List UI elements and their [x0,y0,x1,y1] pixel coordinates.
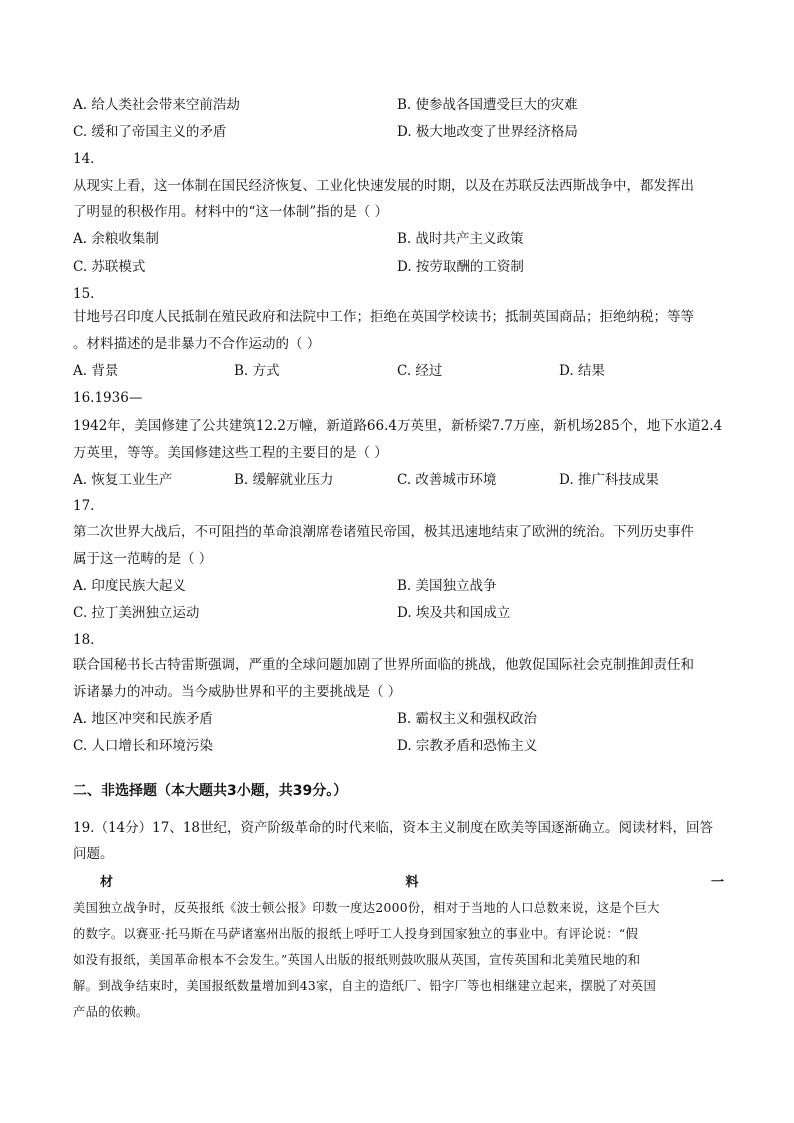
material-line-3: 如没有报纸，美国革命根本不会发生。”英国人出版的报纸则鼓吹服从英国，宣传英国和北美殖民地的和 [73,953,641,967]
material-line-5: 产品的依赖。 [73,1005,149,1019]
section-heading: 二、非选择题（本大题共3小题，共39分。） [73,783,348,799]
q15-stem-line1: 甘地号召印度人民抵制在殖民政府和法院中工作；拒绝在英国学校读书；抵制英国商品；拒绝纳税；等等 [73,309,694,325]
q14-option-a[interactable]: A. 余粮收集制 [73,231,159,247]
q18-number: 18. [73,632,95,648]
q16-option-d[interactable]: D. 推广科技成果 [559,472,659,488]
q18-stem-line1: 联合国秘书长古特雷斯强调，严重的全球问题加剧了世界所面临的挑战，他敦促国际社会克制推卸责任和 [73,657,694,673]
q14-stem-line2: 了明显的积极作用。材料中的“这一体制”指的是（ ） [73,204,389,220]
q15-option-d[interactable]: D. 结果 [559,363,605,379]
q15-option-a[interactable]: A. 背景 [73,363,119,379]
material-line-2: 的数字。以赛亚·托马斯在马萨诸塞州出版的报纸上呼吁工人投身到国家独立的事业中。有评论说：“假 [73,927,639,941]
q17-option-b[interactable]: B. 美国独立战争 [397,578,497,594]
q16-option-a[interactable]: A. 恢复工业生产 [73,472,173,488]
q16-stem-line2: 万英里，等等。美国修建这些工程的主要目的是（ ） [73,445,388,461]
q15-option-c[interactable]: C. 经过 [397,363,443,379]
q15-option-b[interactable]: B. 方式 [234,363,280,379]
q17-option-a[interactable]: A. 印度民族大起义 [73,578,186,594]
q18-stem-line2: 诉诸暴力的冲动。当今威胁世界和平的主要挑战是（ ） [73,684,402,700]
q16-option-b[interactable]: B. 缓解就业压力 [234,472,334,488]
material-label-2: 料 [405,875,419,890]
material-label-3: 一 [710,875,724,890]
q14-stem-line1: 从现实上看，这一体制在国民经济恢复、工业化快速发展的时期，以及在苏联反法西斯战争中，都发挥出 [73,178,694,194]
q17-stem-line2: 属于这一范畴的是（ ） [73,551,213,567]
q14-number: 14. [73,151,95,167]
q15-number: 15. [73,286,95,302]
q18-option-a[interactable]: A. 地区冲突和民族矛盾 [73,711,213,727]
q16-stem-line1: 1942年，美国修建了公共建筑12.2万幢，新道路66.4万英里，新桥梁7.7万座，新机场285个，地下水道2.4 [73,418,723,434]
q14-option-b[interactable]: B. 战时共产主义政策 [397,231,524,247]
q17-option-d[interactable]: D. 埃及共和国成立 [397,605,511,621]
q19-stem-line2: 问题。 [73,846,114,862]
material-line-4: 解。到战争结束时，美国报纸数量增加到43家，自主的造纸厂、铅字厂等也相继建立起来，摆脱了对英国 [73,979,657,993]
q17-number: 17. [73,498,95,514]
material-label-1: 材 [100,875,114,890]
q13-option-c[interactable]: C. 缓和了帝国主义的矛盾 [73,124,227,140]
q17-stem-line1: 第二次世界大战后，不可阻挡的革命浪潮席卷诸殖民帝国，极其迅速地结束了欧洲的统治。下列历史事件 [73,524,694,540]
q16-option-c[interactable]: C. 改善城市环境 [397,472,497,488]
q17-option-c[interactable]: C. 拉丁美洲独立运动 [73,605,200,621]
q14-option-d[interactable]: D. 按劳取酬的工资制 [397,259,524,275]
q13-option-a[interactable]: A. 给人类社会带来空前浩劫 [73,97,240,113]
material-heading [100,873,724,893]
q18-option-c[interactable]: C. 人口增长和环境污染 [73,738,213,754]
q15-stem-line2: 。材料描述的是非暴力不合作运动的（ ） [73,336,321,352]
q14-option-c[interactable]: C. 苏联模式 [73,259,146,275]
q13-option-d[interactable]: D. 极大地改变了世界经济格局 [397,124,578,140]
q13-option-b[interactable]: B. 使参战各国遭受巨大的灾难 [397,97,578,113]
q19-stem-line1: 19.（14分）17、18世纪，资产阶级革命的时代来临，资本主义制度在欧美等国逐渐确立。阅读材料，回答 [73,820,714,836]
q18-option-d[interactable]: D. 宗教矛盾和恐怖主义 [397,738,538,754]
q16-number: 16.1936— [73,390,143,406]
material-line-1: 美国独立战争时，反英报纸《波士顿公报》印数一度达2000份，相对于当地的人口总数来说，这是个巨大 [73,901,660,915]
q18-option-b[interactable]: B. 霸权主义和强权政治 [397,711,538,727]
